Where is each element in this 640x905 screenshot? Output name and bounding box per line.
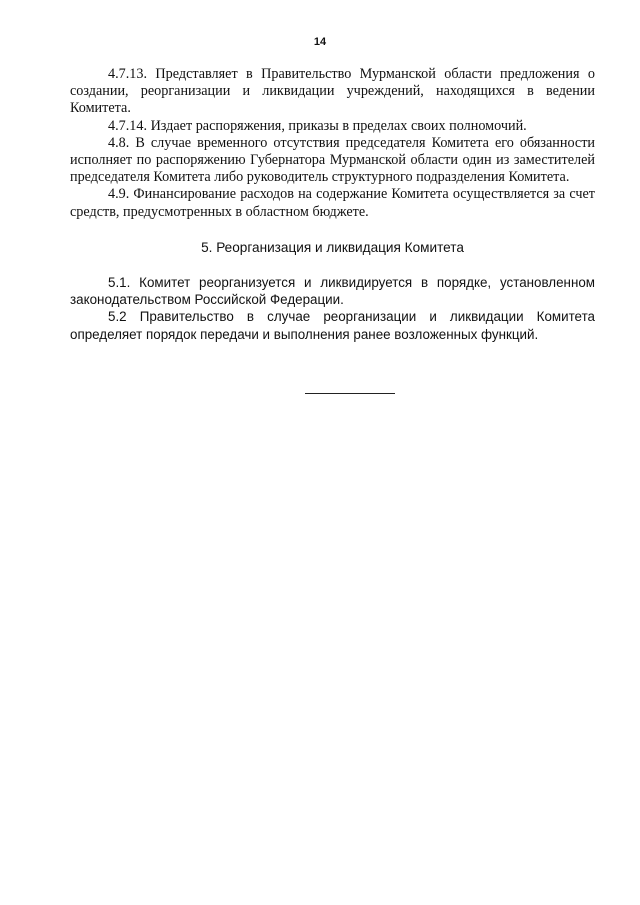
section-5-heading: 5. Реорганизация и ликвидация Комитета <box>201 239 464 255</box>
paragraph-5-2: 5.2 Правительство в случае реорганизации и ликвидации Комитета определяет порядок передачи и выполнения ранее возложенных функций. <box>70 309 595 342</box>
paragraph-4-8: 4.8. В случае временного отсутствия председателя Комитета его обязанности исполняет по распоряжению Губернатора Мурманской области один из заместителей председателя Комитета либо руководитель структурного подразделения Комитета. <box>70 134 595 186</box>
paragraph-4-7-13: 4.7.13. Представляет в Правительство Мурманской области предложения о создании, реорганизации и ликвидации учреждений, находящихся в ведении Комитета. <box>70 66 595 117</box>
paragraph-5-1: 5.1. Комитет реорганизуется и ликвидируется в порядке, установленном законодательством Российской Федерации. <box>70 275 595 308</box>
page-number: 14 <box>313 36 327 48</box>
document-body <box>70 66 595 343</box>
end-of-document-rule <box>305 393 395 394</box>
paragraph-4-7-14: 4.7.14. Издает распоряжения, приказы в пределах своих полномочий. <box>108 117 527 134</box>
paragraph-4-9: 4.9. Финансирование расходов на содержание Комитета осуществляется за счет средств, предусмотренных в областном бюджете. <box>70 186 595 220</box>
